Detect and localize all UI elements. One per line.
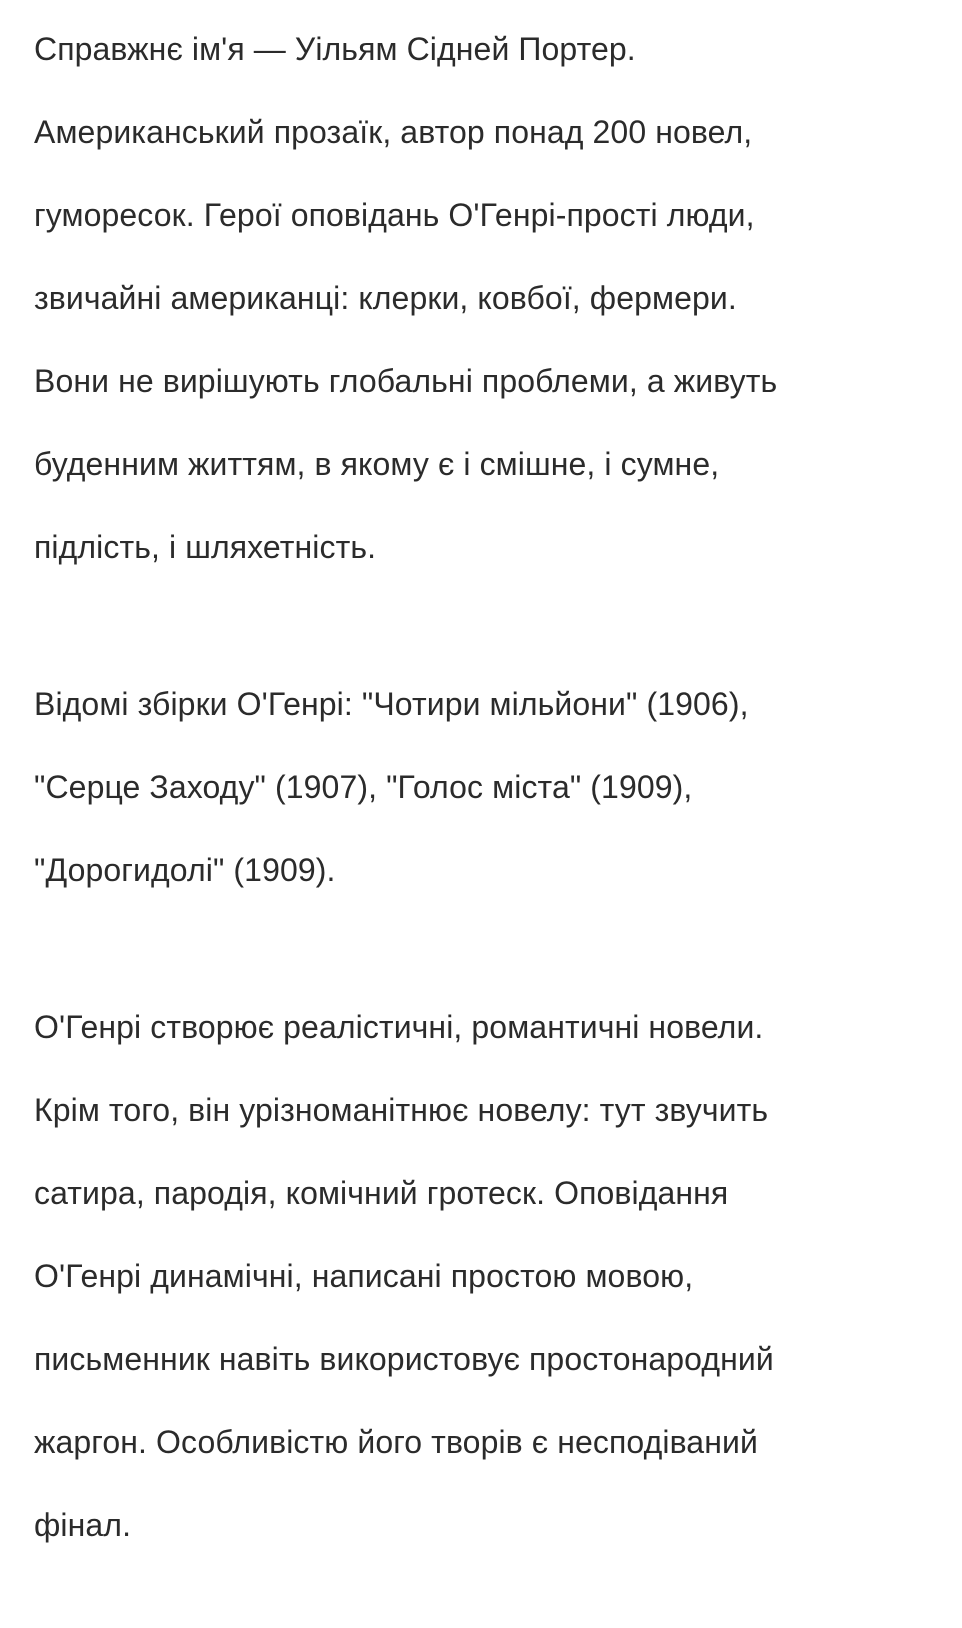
text-line: "Серце Заходу" (1907), "Голос міста" (1909), xyxy=(34,769,693,805)
paragraph-style xyxy=(34,986,942,1567)
text-line: О'Генрі динамічні, написані простою мовою, xyxy=(34,1258,694,1294)
text-line: Справжнє ім'я — Уільям Сідней Портер. xyxy=(34,31,636,67)
text-line: сатира, пародія, комічний гротеск. Оповідання xyxy=(34,1175,729,1211)
paragraph-biography xyxy=(34,8,942,589)
text-line: "Дорогидолі" (1909). xyxy=(34,852,336,888)
text-line: письменник навіть використовує простонародний xyxy=(34,1341,774,1377)
text-line: буденним життям, в якому є і смішне, і сумне, xyxy=(34,446,720,482)
text-line: О'Генрі створює реалістичні, романтичні новели. xyxy=(34,1009,764,1045)
text-line: підлість, і шляхетність. xyxy=(34,529,377,565)
text-line: гуморесок. Герої оповідань О'Генрі-прості люди, xyxy=(34,197,755,233)
paragraph-spacer xyxy=(34,912,942,986)
text-line: Вони не вирішують глобальні проблеми, а живуть xyxy=(34,363,778,399)
paragraph-collections xyxy=(34,663,942,912)
paragraph-spacer xyxy=(34,589,942,663)
text-line: Крім того, він урізноманітнює новелу: тут звучить xyxy=(34,1092,769,1128)
text-line: Відомі збірки О'Генрі: "Чотири мільйони" (1906), xyxy=(34,686,749,722)
text-line: жаргон. Особливістю його творів є несподіваний xyxy=(34,1424,758,1460)
text-line: Американський прозаїк, автор понад 200 новел, xyxy=(34,114,753,150)
text-line: звичайні американці: клерки, ковбої, фермери. xyxy=(34,280,737,316)
text-line: фінал. xyxy=(34,1507,132,1543)
